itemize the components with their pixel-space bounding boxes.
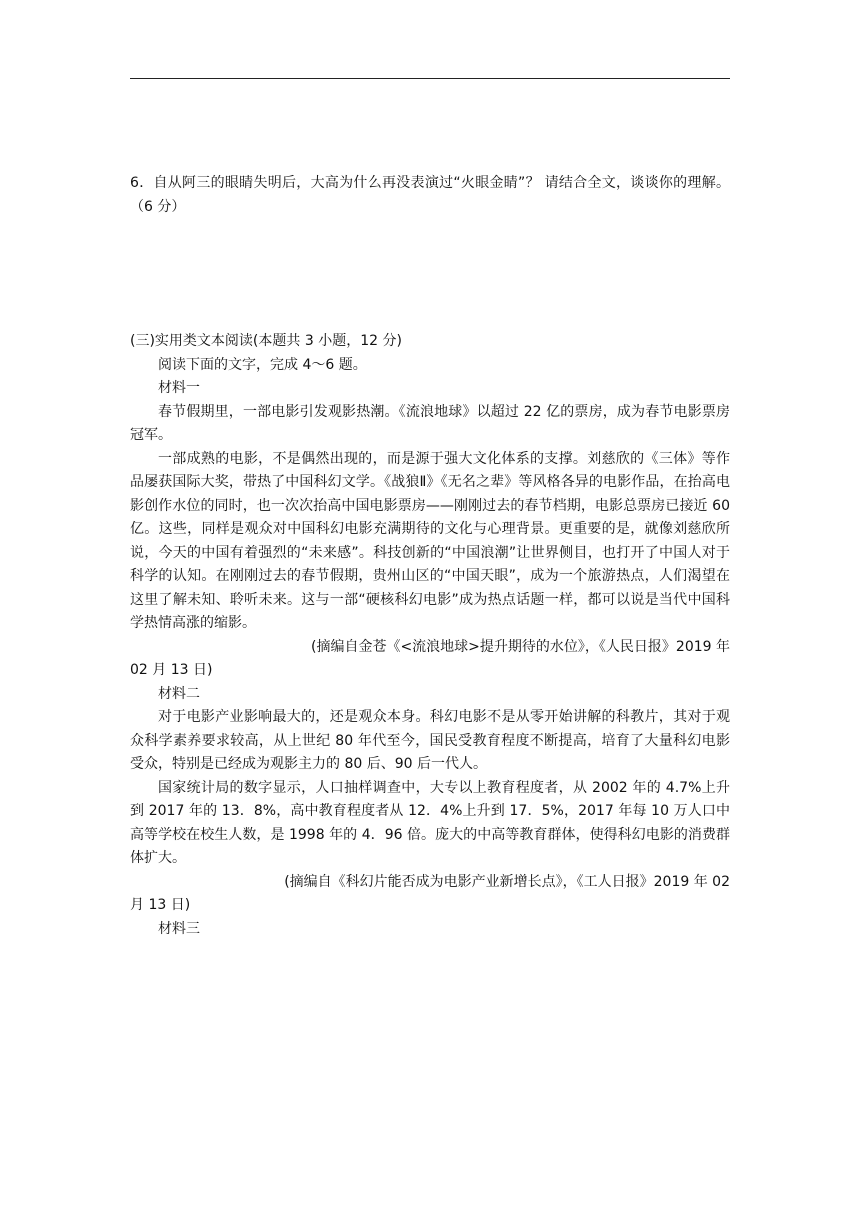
material-2-source: (摘编自《科幻片能否成为电影产业新增长点》，《工人日报》2019 年 02: [284, 873, 730, 890]
section-3: [130, 330, 730, 941]
header-rule: [130, 78, 730, 79]
material-2-label: 材料二: [158, 685, 200, 702]
question-6: [130, 172, 730, 219]
material-1-source: (摘编自金苍《<流浪地球>提升期待的水位》，《人民日报》2019 年: [310, 638, 730, 655]
material-2-paragraph-2: 国家统计局的数字显示，人口抽样调查中，大专以上教育程度者，从 2002 年的 4.7%上升到 2017 年的 13．8%，高中教育程度者从 12．4%上升到 17．5%，2017 年每 10 万人口中高等学校在校生人数，是 1998 年的 4．96 倍。庞大的中高等教育群体，使得科幻电影的消费群体扩大。: [130, 779, 730, 866]
material-1-paragraph-1: 春节假期里，一部电影引发观影热潮。《流浪地球》以超过 22 亿的票房，成为春节电影票房冠军。: [130, 403, 730, 443]
material-1-paragraph-2: 一部成熟的电影，不是偶然出现的，而是源于强大文化体系的支撑。刘慈欣的《三体》等作品屡获国际大奖，带热了中国科幻文学。《战狼Ⅱ》《无名之辈》等风格各异的电影作品，在抬高电影创作水位的同时，也一次次抬高中国电影票房——刚刚过去的春节档期，电影总票房已接近 60 亿。这些，同样是观众对中国科幻电影充满期待的文化与心理背景。更重要的是，就像刘慈欣所说，今天的中国有着强烈的“未来感”。科技创新的“中国浪潮”让世界侧目，也打开了中国人对于科学的认知。在刚刚过去的春节假期，贵州山区的“中国天眼”，成为一个旅游热点，人们渴望在这里了解未知、聆听未来。这与一部“硬核科幻电影”成为热点话题一样，都可以说是当代中国科学热情高涨的缩影。: [130, 450, 730, 631]
section-instruction: 阅读下面的文字，完成 4～6 题。: [158, 356, 367, 373]
material-2-paragraph-1: 对于电影产业影响最大的，还是观众本身。科幻电影不是从零开始讲解的科教片，其对于观众科学素养要求较高，从上世纪 80 年代至今，国民受教育程度不断提高，培育了大量科幻电影受众，特别是已经成为观影主力的 80 后、90 后一代人。: [130, 709, 730, 772]
material-1-source-date: 02 月 13 日): [130, 662, 213, 678]
material-1-label: 材料一: [158, 380, 200, 396]
material-3-label: 材料三: [158, 920, 200, 937]
material-2-source-date: 月 13 日): [130, 897, 191, 913]
question-6-text: 6．自从阿三的眼睛失明后，大高为什么再没表演过“火眼金睛”？ 请结合全文，谈谈你的理解。（6 分）: [130, 175, 730, 215]
section-heading: (三)实用类文本阅读(本题共 3 小题，12 分): [130, 333, 402, 349]
